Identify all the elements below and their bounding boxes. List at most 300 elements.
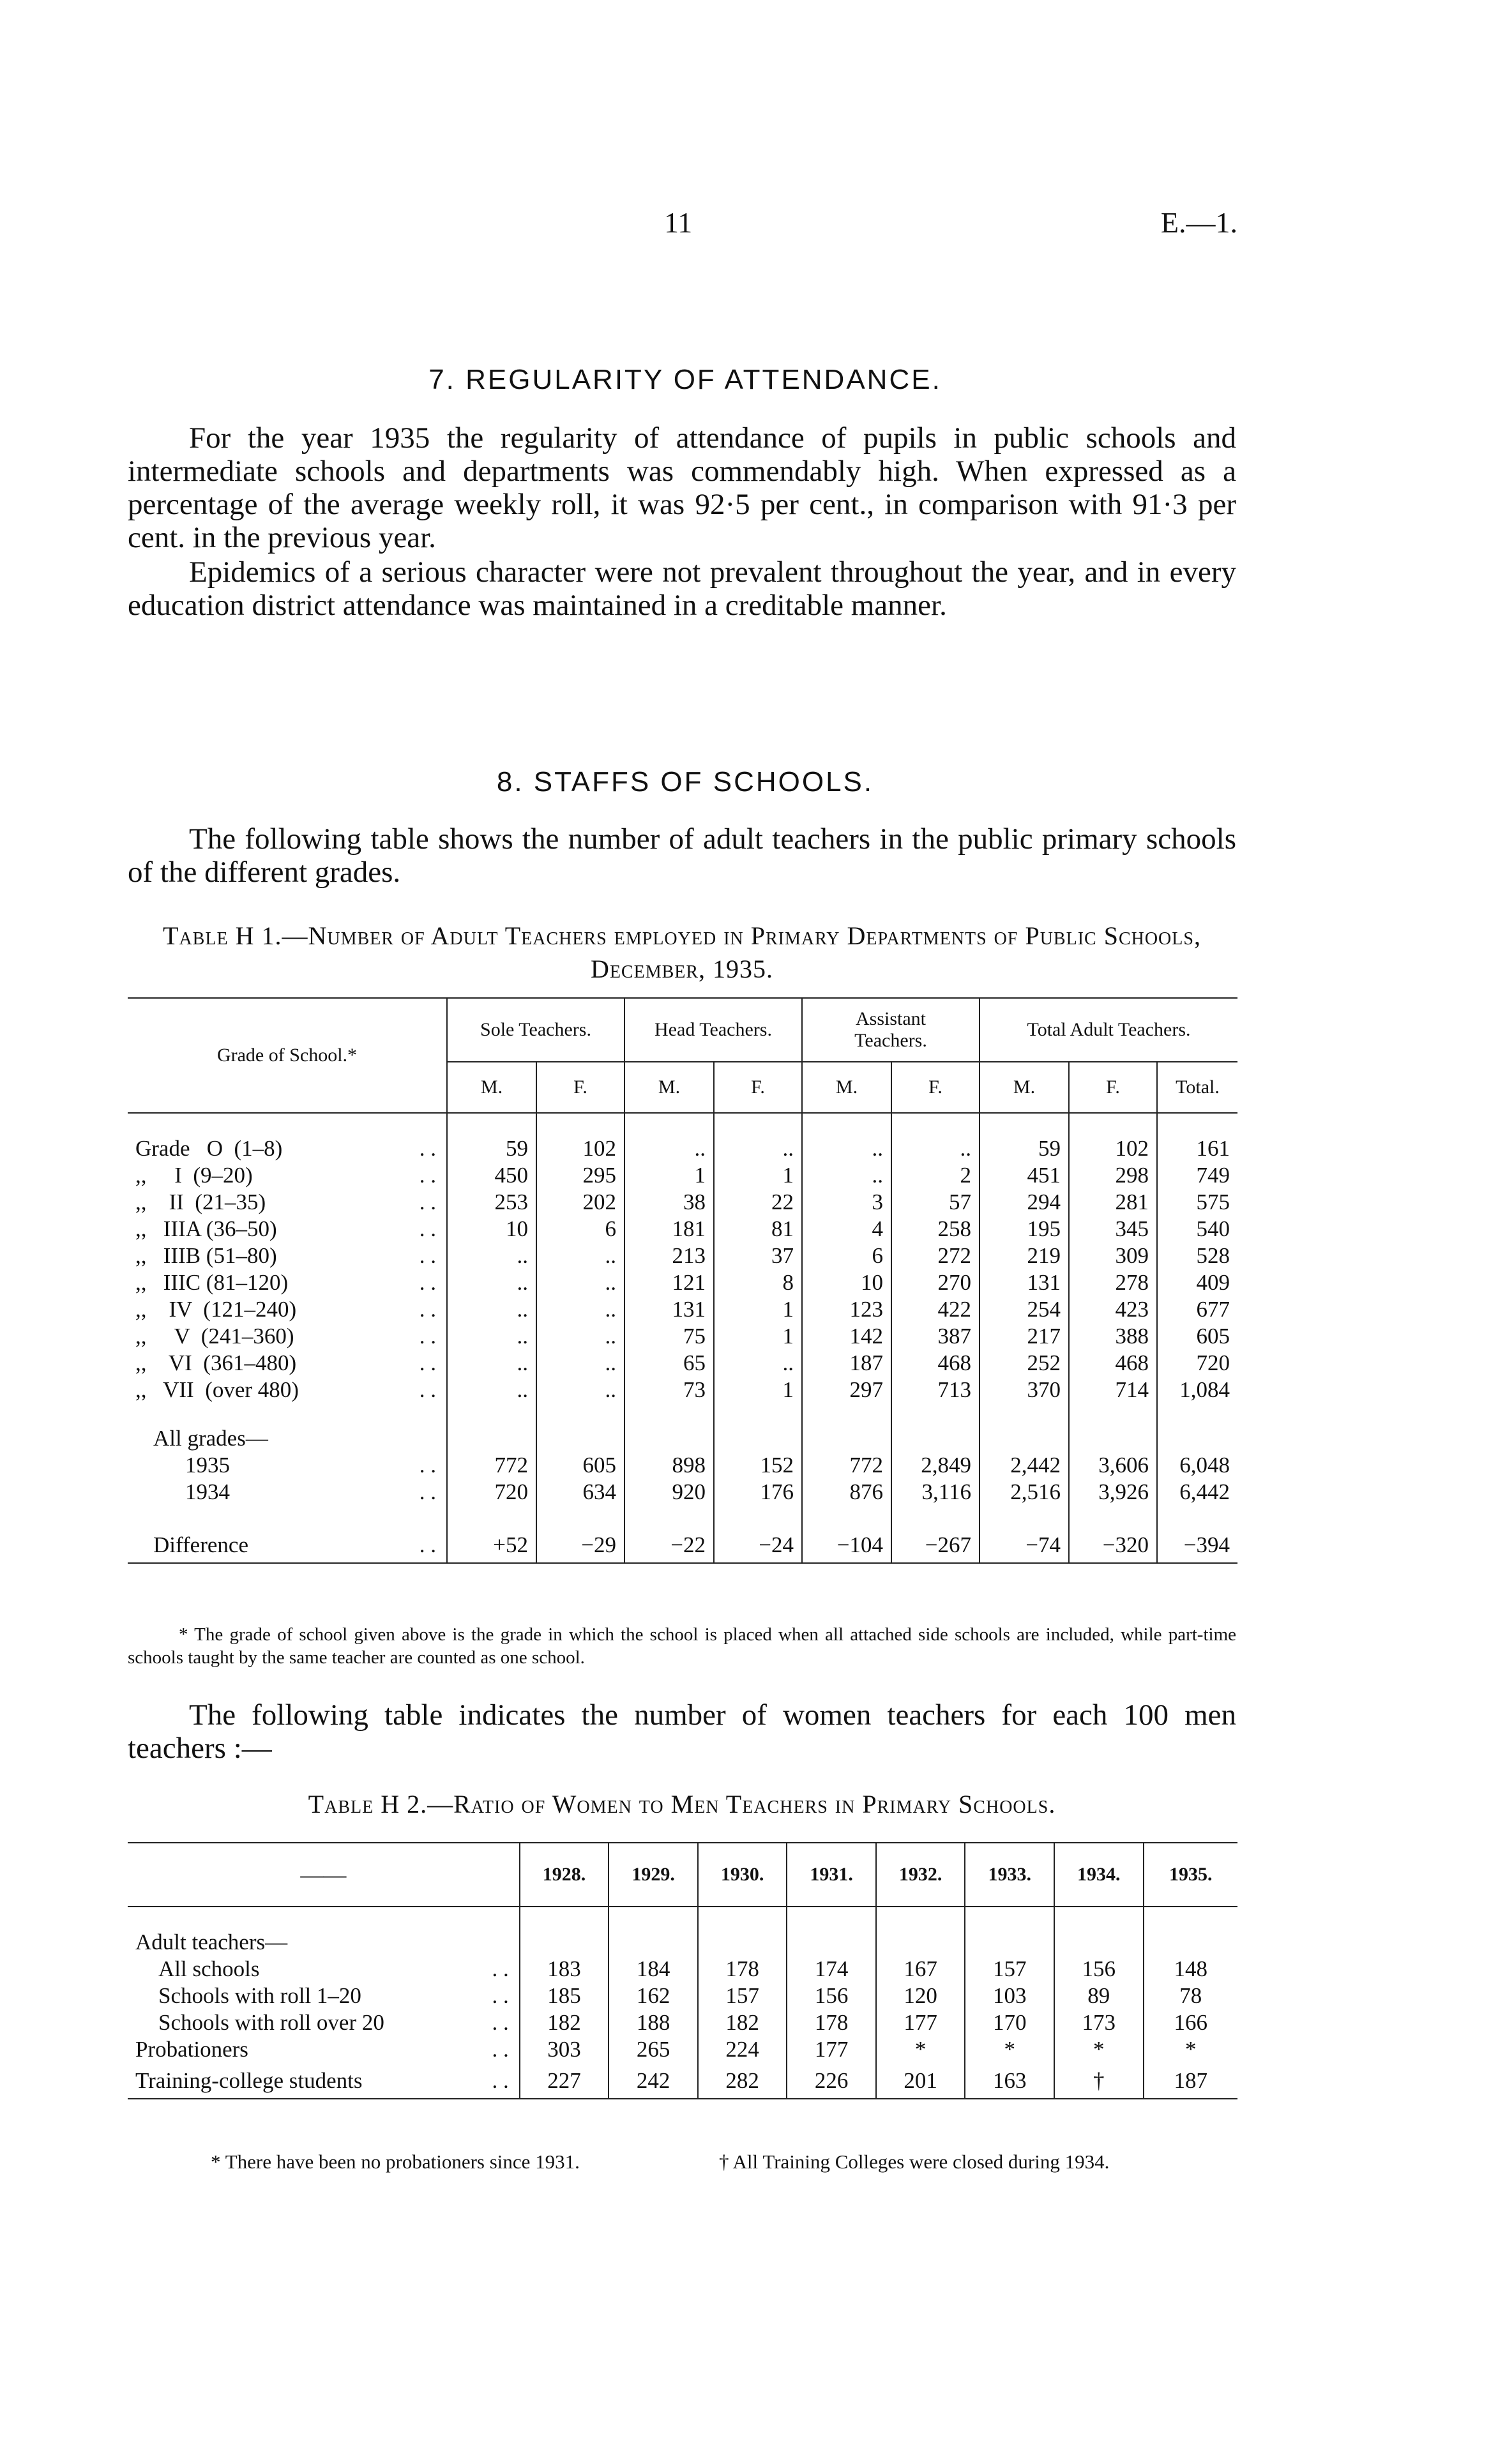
ratio-value: 177 [787,2036,876,2063]
blank-cell [520,1929,609,1956]
blank-cell [1069,1425,1157,1452]
spacer-cell [128,1403,383,1425]
grade-value: 195 [980,1216,1069,1243]
ratio-row-label: All schools [158,1956,260,1981]
table-h2-header-row [128,1843,1237,1907]
grade-value: 270 [891,1269,980,1296]
blank-cell [609,1929,698,1956]
section-7-paragraph-2: Epidemics of a serious character were not prevalent throughout the year, and in every education district attendance was maintained in a creditable manner. [128,556,1236,622]
ratio-value: 265 [609,2036,698,2063]
grade-label: ,, VII (over 480) [135,1377,299,1402]
year-value: 3,116 [891,1479,980,1506]
year-value: 772 [802,1452,891,1479]
grade-value: .. [536,1296,624,1323]
page-number: 11 [664,206,693,239]
grade-value: .. [714,1135,802,1162]
grade-row [128,1323,1237,1350]
spacer-cell [1157,1506,1237,1527]
spacer-row [128,1403,1237,1425]
grade-value: 714 [1069,1377,1157,1403]
leader-dots: . . [485,2063,520,2099]
blank-cell [447,1425,536,1452]
grade-value: 281 [1069,1189,1157,1216]
year-value: 920 [624,1479,714,1506]
ratio-value: * [1054,2036,1144,2063]
grade-value: 219 [980,1243,1069,1269]
grade-value: 388 [1069,1323,1157,1350]
table-h1-caption-line-2: December, 1935. [590,955,774,983]
grade-row [128,1162,1237,1189]
subcol-sole-m: M. [447,1062,536,1113]
table-h2-footnote-star: * There have been no probationers since 1931. [211,2150,580,2173]
spacer-row [128,1506,1237,1527]
grade-value: 370 [980,1377,1069,1403]
grade-value: 81 [714,1216,802,1243]
spacer-cell [714,1506,802,1527]
table-h1 [128,997,1237,1564]
ratio-row [128,1983,1237,2009]
ratio-value: 303 [520,2036,609,2063]
grade-value: 37 [714,1243,802,1269]
spacer-cell [128,1506,383,1527]
year-value: 720 [447,1479,536,1506]
year-value: 2,849 [891,1452,980,1479]
spacer-cell [802,1403,891,1425]
grade-value: 253 [447,1189,536,1216]
ratio-value: 183 [520,1956,609,1983]
blank-cell [1054,1929,1144,1956]
ratio-value: 178 [787,2009,876,2036]
leader-dots: . . [419,1243,436,1268]
grade-value: 1 [714,1377,802,1403]
spacer-cell [383,1403,447,1425]
difference-value: −29 [536,1527,624,1563]
grade-value: .. [447,1296,536,1323]
grade-value: 254 [980,1296,1069,1323]
year-value: 772 [447,1452,536,1479]
grade-row [128,1350,1237,1377]
grade-value: 451 [980,1162,1069,1189]
difference-value: −320 [1069,1527,1157,1563]
spacer-cell [383,1113,447,1135]
grade-value: .. [447,1350,536,1377]
grade-label: ,, IIIC (81–120) [135,1270,289,1295]
year-value: 898 [624,1452,714,1479]
group-header-head: Head Teachers. [624,998,802,1062]
ratio-value: 185 [520,1983,609,2009]
blank-cell [1144,1929,1238,1956]
grade-value: 423 [1069,1296,1157,1323]
grade-row [128,1216,1237,1243]
ratio-value: 167 [876,1956,965,1983]
grade-value: 1 [714,1162,802,1189]
grade-value: 10 [447,1216,536,1243]
grade-value: 4 [802,1216,891,1243]
blank-cell [965,1929,1054,1956]
grade-value: .. [447,1269,536,1296]
grade-value: 121 [624,1269,714,1296]
grade-value: 202 [536,1189,624,1216]
grade-value: 278 [1069,1269,1157,1296]
grade-column-header: Grade of School.* [128,998,447,1113]
spacer-cell [1157,1113,1237,1135]
spacer-cell [714,1113,802,1135]
year-value: 2,442 [980,1452,1069,1479]
grade-value: 102 [1069,1135,1157,1162]
grade-label: ,, II (21–35) [135,1190,266,1214]
difference-value: −104 [802,1527,891,1563]
difference-value: +52 [447,1527,536,1563]
grade-value: .. [536,1243,624,1269]
difference-row [128,1527,1237,1563]
group-label-row [128,1929,1237,1956]
grade-value: 142 [802,1323,891,1350]
year-column-header: 1932. [876,1843,965,1907]
leader-dots: . . [419,1163,436,1188]
leader-dots: . . [383,1527,447,1563]
spacer-cell [536,1506,624,1527]
grade-value: 409 [1157,1269,1237,1296]
table-h2-corner: —— [128,1843,520,1907]
subcol-sole-f: F. [536,1062,624,1113]
spacer-row [128,1907,1237,1929]
spacer-cell [980,1403,1069,1425]
ratio-value: 163 [965,2063,1054,2099]
subcol-head-f: F. [714,1062,802,1113]
ratio-value: 178 [698,1956,787,1983]
ratio-row-label: Schools with roll over 20 [158,2010,384,2035]
ratio-value: 166 [1144,2009,1238,2036]
year-column-header: 1934. [1054,1843,1144,1907]
blank-cell [802,1425,891,1452]
grade-value: .. [447,1377,536,1403]
table-h1-caption-line-1: Table H 1.—Number of Adult Teachers employed in Primary Departments of Public Schools, [163,921,1201,950]
blank-cell [714,1425,802,1452]
leader-dots: . . [492,2010,509,2035]
group-header-sole: Sole Teachers. [447,998,624,1062]
grade-value: 73 [624,1377,714,1403]
subcol-assistant-m: M. [802,1062,891,1113]
spacer-cell [891,1403,980,1425]
spacer-cell [128,1907,485,1929]
grade-value: 217 [980,1323,1069,1350]
year-row [128,1452,1237,1479]
grade-value: 713 [891,1377,980,1403]
grade-value: .. [447,1323,536,1350]
ratio-value: 201 [876,2063,965,2099]
grade-value: 102 [536,1135,624,1162]
ratio-value: 187 [1144,2063,1238,2099]
grade-value: 65 [624,1350,714,1377]
ratio-value: 148 [1144,1956,1238,1983]
year-column-header: 1933. [965,1843,1054,1907]
spacer-cell [447,1506,536,1527]
spacer-cell [624,1506,714,1527]
table-h1-difference-row [128,1506,1237,1563]
leader-dots: . . [419,1190,436,1214]
year-value: 6,442 [1157,1479,1237,1506]
grade-value: 450 [447,1162,536,1189]
grade-label: ,, IIIB (51–80) [135,1243,277,1268]
grade-value: 6 [536,1216,624,1243]
spacer-row [128,1113,1237,1135]
grade-value: 213 [624,1243,714,1269]
spacer-cell [980,1506,1069,1527]
blank-cell [891,1425,980,1452]
subcol-total-m: M. [980,1062,1069,1113]
spacer-cell [891,1113,980,1135]
ratio-value: 156 [1054,1956,1144,1983]
ratio-value: 162 [609,1983,698,2009]
document-reference: E.—1. [1160,206,1237,239]
grade-value: 59 [980,1135,1069,1162]
ratio-value: 170 [965,2009,1054,2036]
leader-dots: . . [419,1453,436,1478]
leader-dots: . . [419,1350,436,1375]
year-column-header: 1931. [787,1843,876,1907]
ratio-value: 282 [698,2063,787,2099]
year-value: 3,926 [1069,1479,1157,1506]
leader-dots: . . [419,1297,436,1322]
ratio-value: 157 [965,1956,1054,1983]
grade-row [128,1135,1237,1162]
leader-dots: . . [419,1479,436,1504]
year-value: 605 [536,1452,624,1479]
grade-value: 468 [1069,1350,1157,1377]
spacer-cell [520,1907,609,1929]
ratio-value: 173 [1054,2009,1144,2036]
table-h2-footnote-dagger: † All Training Colleges were closed during 1934. [719,2150,1110,2173]
grade-value: 181 [624,1216,714,1243]
ratio-value: 182 [698,2009,787,2036]
grade-value: 297 [802,1377,891,1403]
leader-dots: . . [419,1270,436,1295]
year-value: 2,516 [980,1479,1069,1506]
grade-value: 1 [714,1323,802,1350]
spacer-cell [965,1907,1054,1929]
grade-value: 298 [1069,1162,1157,1189]
leader-dots: . . [419,1324,436,1349]
table-h2 [128,1842,1237,2099]
spacer-cell [891,1506,980,1527]
grade-value: .. [536,1323,624,1350]
grade-label: ,, V (241–360) [135,1324,294,1349]
grade-value: 295 [536,1162,624,1189]
grade-value: 258 [891,1216,980,1243]
grade-value: .. [536,1269,624,1296]
section-7-heading: 7. REGULARITY OF ATTENDANCE. [428,364,942,395]
grade-value: 1,084 [1157,1377,1237,1403]
difference-value: −22 [624,1527,714,1563]
ratio-row-label: Training-college students [128,2063,485,2099]
ratio-value: 174 [787,1956,876,1983]
ratio-value: 224 [698,2036,787,2063]
ratio-value: 242 [609,2063,698,2099]
table-h1-grade-rows [128,1113,1237,1403]
grade-label: Grade O (1–8) [135,1136,283,1161]
ratio-row [128,2063,1237,2099]
grade-value: 294 [980,1189,1069,1216]
grade-value: 6 [802,1243,891,1269]
ratio-value: 156 [787,1983,876,2009]
group-header-total: Total Adult Teachers. [980,998,1237,1062]
section-8-intro: The following table shows the number of adult teachers in the public primary schools of the different grades. [128,822,1236,889]
ratio-value: 184 [609,1956,698,1983]
spacer-cell [980,1113,1069,1135]
year-column-header: 1935. [1144,1843,1238,1907]
spacer-cell [609,1907,698,1929]
ratio-value: 226 [787,2063,876,2099]
grade-value: 575 [1157,1189,1237,1216]
grade-value: 57 [891,1189,980,1216]
section-7-paragraph-1: For the year 1935 the regularity of attendance of pupils in public schools and intermediate schools and departments was commendably high. When expressed as a percentage of the average weekly roll, it was 92·5 per cent., in comparison with 91·3 per cent. in the previous year. [128,421,1236,554]
ratio-value: 227 [520,2063,609,2099]
year-column-header: 1929. [609,1843,698,1907]
all-grades-label: All grades— [153,1426,268,1451]
ratio-row [128,1956,1237,1983]
spacer-cell [485,1907,520,1929]
grade-row [128,1269,1237,1296]
year-value: 634 [536,1479,624,1506]
difference-value: −267 [891,1527,980,1563]
grade-value: 309 [1069,1243,1157,1269]
ratio-row [128,2036,1237,2063]
difference-value: −74 [980,1527,1069,1563]
ratio-value: 103 [965,1983,1054,2009]
blank-cell [698,1929,787,1956]
grade-row [128,1243,1237,1269]
ratio-row-label: Schools with roll 1–20 [158,1983,361,2008]
leader-dots: . . [419,1136,436,1161]
spacer-cell [624,1403,714,1425]
grade-value: .. [802,1162,891,1189]
grade-value: 422 [891,1296,980,1323]
difference-value: −394 [1157,1527,1237,1563]
spacer-cell [787,1907,876,1929]
year-value: 176 [714,1479,802,1506]
blank-cell [876,1929,965,1956]
grade-value: 75 [624,1323,714,1350]
subcol-head-m: M. [624,1062,714,1113]
grade-value: .. [447,1243,536,1269]
spacer-cell [1054,1907,1144,1929]
grade-value: 540 [1157,1216,1237,1243]
grade-value: 720 [1157,1350,1237,1377]
difference-label: Difference [128,1527,383,1563]
ratio-value: 89 [1054,1983,1144,2009]
blank-cell [536,1425,624,1452]
grade-value: .. [891,1135,980,1162]
grade-value: 605 [1157,1323,1237,1350]
spacer-cell [128,1113,383,1135]
spacer-cell [447,1403,536,1425]
ratio-value: * [1144,2036,1238,2063]
grade-label: ,, VI (361–480) [135,1350,297,1375]
spacer-cell [1157,1403,1237,1425]
leader-dots: . . [492,1983,509,2008]
year-column-header: 1928. [520,1843,609,1907]
year-label: 1934 [185,1479,230,1504]
spacer-cell [876,1907,965,1929]
grade-value: 38 [624,1189,714,1216]
section-8-heading: 8. STAFFS OF SCHOOLS. [496,766,874,797]
blank-cell [485,1929,520,1956]
year-label: 1935 [185,1453,230,1478]
ratio-value: 157 [698,1983,787,2009]
blank-cell [383,1425,447,1452]
spacer-cell [802,1113,891,1135]
grade-value: 345 [1069,1216,1157,1243]
grade-value: .. [536,1350,624,1377]
grade-label: ,, I (9–20) [135,1163,253,1188]
grade-value: 10 [802,1269,891,1296]
grade-value: 59 [447,1135,536,1162]
year-value: 6,048 [1157,1452,1237,1479]
grade-row [128,1377,1237,1403]
blank-cell [624,1425,714,1452]
subcol-total-f: F. [1069,1062,1157,1113]
subcol-total-total: Total. [1157,1062,1237,1113]
spacer-cell [536,1403,624,1425]
ratio-value: 78 [1144,1983,1238,2009]
grade-value: .. [536,1377,624,1403]
ratio-value: 177 [876,2009,965,2036]
grade-label: ,, IV (121–240) [135,1297,297,1322]
spacer-cell [1144,1907,1238,1929]
grade-value: 272 [891,1243,980,1269]
adult-teachers-label: Adult teachers— [135,1930,288,1954]
all-grades-row [128,1425,1237,1452]
grade-value: 161 [1157,1135,1237,1162]
blank-cell [1157,1425,1237,1452]
table-h2-body [128,1907,1237,2099]
blank-cell [980,1425,1069,1452]
year-value: 3,606 [1069,1452,1157,1479]
spacer-cell [383,1506,447,1527]
blank-cell [787,1929,876,1956]
grade-value: 528 [1157,1243,1237,1269]
grade-value: 2 [891,1162,980,1189]
leader-dots: . . [419,1377,436,1402]
table-h1-year-rows [128,1403,1237,1506]
leader-dots: . . [419,1216,436,1241]
ratio-value: † [1054,2063,1144,2099]
grade-value: 187 [802,1350,891,1377]
spacer-cell [624,1113,714,1135]
ratio-value: * [876,2036,965,2063]
year-row [128,1479,1237,1506]
group-header-assistant: Assistant Teachers. [802,998,980,1062]
spacer-cell [447,1113,536,1135]
women-ratio-intro: The following table indicates the number of women teachers for each 100 men teachers :— [128,1698,1236,1765]
leader-dots: . . [492,1956,509,1981]
spacer-cell [698,1907,787,1929]
table-h2-caption: Table H 2.—Ratio of Women to Men Teachers in Primary Schools. [308,1790,1056,1818]
grade-row [128,1296,1237,1323]
ratio-value: 120 [876,1983,965,2009]
grade-value: .. [802,1135,891,1162]
leader-dots: . . [492,2037,509,2062]
spacer-cell [714,1403,802,1425]
grade-value: 1 [714,1296,802,1323]
spacer-cell [1069,1506,1157,1527]
grade-row [128,1189,1237,1216]
ratio-value: 182 [520,2009,609,2036]
year-value: 152 [714,1452,802,1479]
ratio-row-label: Probationers [135,2037,248,2062]
grade-label: ,, IIIA (36–50) [135,1216,277,1241]
grade-value: 131 [624,1296,714,1323]
